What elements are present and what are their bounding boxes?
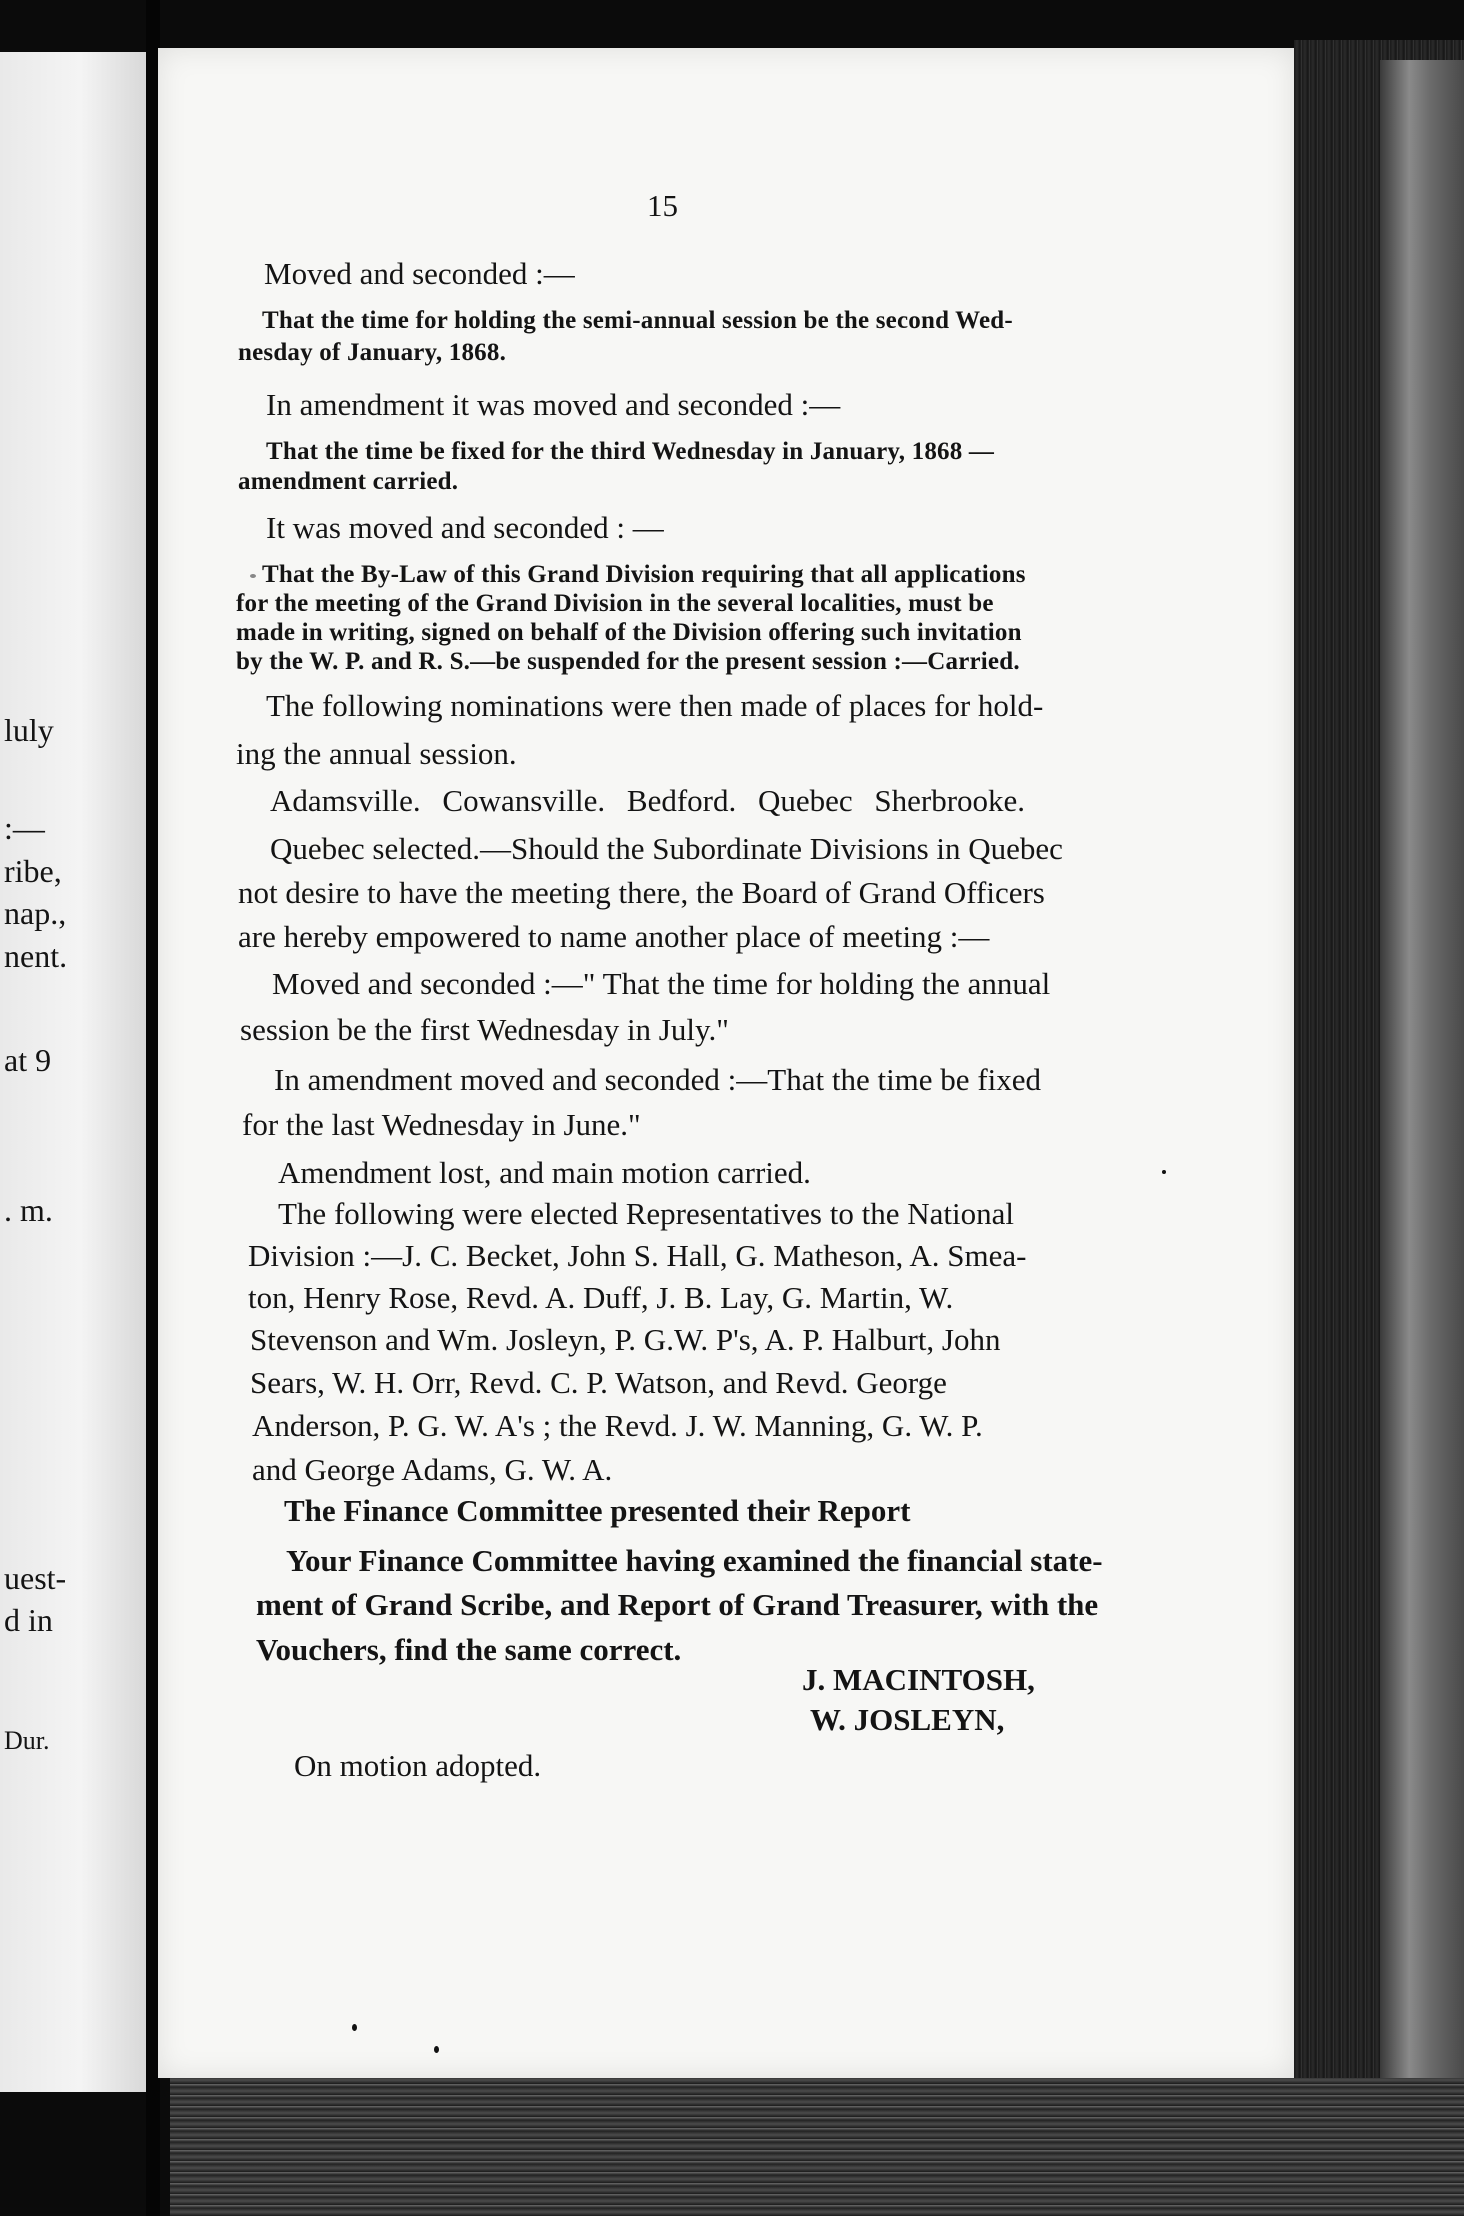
print-speck — [352, 2024, 357, 2031]
text-line: The following were elected Representatives to the National — [278, 1196, 1014, 1231]
text-line: amendment carried. — [238, 468, 459, 495]
text-line: On motion adopted. — [294, 1748, 542, 1783]
fragment-text: nent. — [4, 938, 68, 974]
text-line: That the By-Law of this Grand Division requiring that all applications — [262, 561, 1026, 588]
fragment-text: nap., — [4, 895, 67, 931]
text-line: are hereby empowered to name another place of meeting :— — [238, 919, 990, 954]
text-line: Adamsville. Cowansville. Bedford. Quebec Sherbrooke. — [270, 783, 1026, 818]
text-line: That the time be fixed for the third Wednesday in January, 1868 — — [266, 438, 995, 465]
signature-line: W. JOSLEYN, — [810, 1702, 1005, 1737]
fragment-text: . m. — [4, 1192, 53, 1228]
signature-line: J. MACINTOSH, — [802, 1662, 1035, 1697]
fragment-text: d in — [4, 1602, 53, 1638]
text-line: Sears, W. H. Orr, Revd. C. P. Watson, and Revd. George — [250, 1365, 947, 1400]
text-line: The Finance Committee presented their Report — [284, 1493, 911, 1528]
text-line: Moved and seconded :— — [264, 256, 575, 291]
text-line: Moved and seconded :—" That the time for holding the annual — [272, 966, 1051, 1001]
text-line: It was moved and seconded : — — [266, 510, 664, 545]
fragment-text: luly — [4, 712, 54, 748]
fragment-text: :— — [4, 810, 45, 846]
text-line: ton, Henry Rose, Revd. A. Duff, J. B. Lay, G. Martin, W. — [248, 1280, 954, 1315]
text-line: The following nominations were then made of places for hold- — [266, 688, 1044, 723]
text-line: Division :—J. C. Becket, John S. Hall, G. Matheson, A. Smea- — [248, 1238, 1027, 1273]
text-line: In amendment it was moved and seconded :— — [266, 387, 841, 422]
book-bottom-edge — [170, 2078, 1464, 2216]
text-line: for the last Wednesday in June." — [242, 1107, 641, 1142]
text-line: Your Finance Committee having examined the financial state- — [286, 1543, 1103, 1578]
fragment-text: Dur. — [4, 1726, 50, 1755]
text-line: Stevenson and Wm. Josleyn, P. G.W. P's, A. P. Halburt, John — [250, 1322, 1001, 1357]
text-line: Anderson, P. G. W. A's ; the Revd. J. W. Manning, G. W. P. — [252, 1408, 983, 1443]
text-line: That the time for holding the semi-annual session be the second Wed- — [262, 307, 1013, 334]
text-line: and George Adams, G. W. A. — [252, 1452, 613, 1487]
text-line: by the W. P. and R. S.—be suspended for the present session :—Carried. — [236, 648, 1020, 675]
print-speck — [434, 2046, 439, 2053]
text-line: for the meeting of the Grand Division in the several localities, must be — [236, 590, 994, 617]
print-speck — [1162, 1170, 1166, 1174]
page-number: 15 — [647, 188, 678, 223]
text-line: not desire to have the meeting there, the Board of Grand Officers — [238, 875, 1045, 910]
text-line: ment of Grand Scribe, and Report of Grand Treasurer, with the — [256, 1587, 1099, 1622]
fragment-text: at 9 — [4, 1042, 52, 1078]
text-line: Vouchers, find the same correct. — [256, 1632, 682, 1667]
text-line: Amendment lost, and main motion carried. — [278, 1155, 811, 1190]
text-line: In amendment moved and seconded :—That the time be fixed — [274, 1062, 1042, 1097]
book-edge-highlight — [1380, 60, 1464, 2090]
fragment-text: uest- — [4, 1560, 67, 1596]
text-line: made in writing, signed on behalf of the Division offering such invitation — [236, 619, 1022, 646]
print-speck — [250, 574, 256, 578]
text-line: session be the first Wednesday in July." — [240, 1012, 729, 1047]
text-line: ing the annual session. — [236, 736, 517, 771]
text-line: nesday of January, 1868. — [238, 339, 507, 366]
fragment-text: ribe, — [4, 853, 62, 889]
previous-page-fragment — [0, 52, 146, 2092]
text-line: Quebec selected.—Should the Subordinate Divisions in Quebec — [270, 831, 1063, 866]
